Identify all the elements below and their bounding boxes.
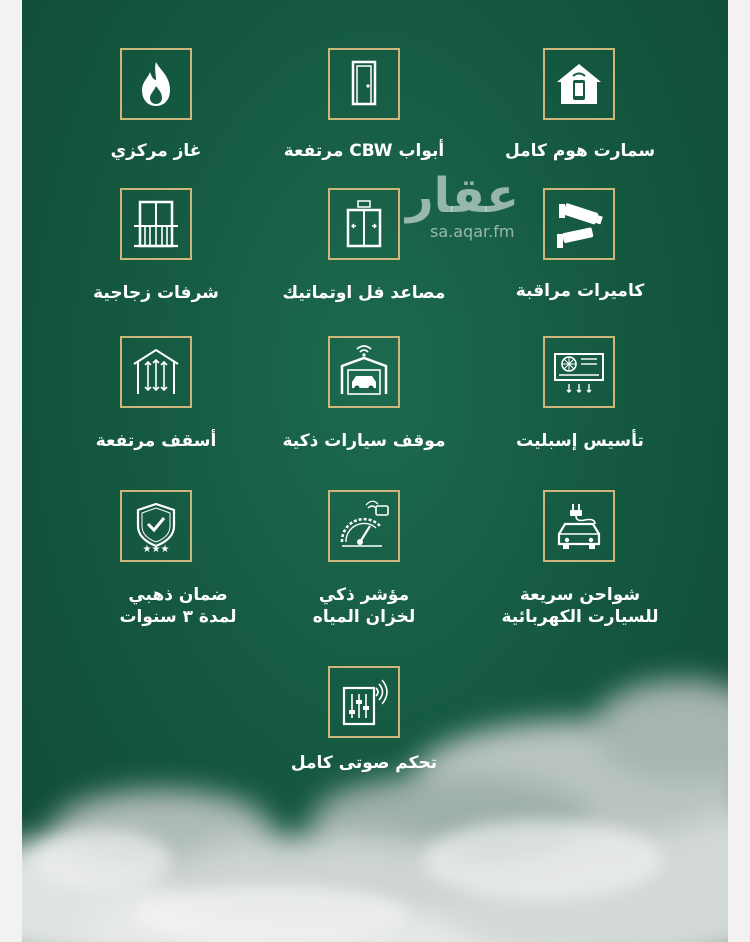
feature-label-warranty: ضمان ذهبي لمدة ٣ سنوات xyxy=(119,585,237,627)
smart-parking-icon xyxy=(336,344,392,400)
feature-label-elevators: مصاعد فل اوتماتيك xyxy=(282,283,446,303)
elevator-icon xyxy=(336,196,392,252)
warranty-shield-icon xyxy=(128,498,184,554)
voice-control-icon xyxy=(336,674,392,730)
feature-label-voice-control: تحكم صوتى كامل xyxy=(290,753,438,773)
feature-label-high-ceilings: أسقف مرتفعة xyxy=(95,431,217,451)
water-gauge-icon xyxy=(336,498,392,554)
feature-label-water-gauge: مؤشر ذكي لخزان المياه xyxy=(312,585,416,627)
security-camera-icon xyxy=(551,196,607,252)
window-balcony-icon-frame xyxy=(120,188,192,260)
flame-icon xyxy=(128,56,184,112)
ev-charger-icon xyxy=(551,498,607,554)
feature-label-cameras: كاميرات مراقبة xyxy=(515,281,645,301)
elevator-icon-frame xyxy=(328,188,400,260)
smart-parking-icon-frame xyxy=(328,336,400,408)
warranty-shield-icon-frame xyxy=(120,490,192,562)
door-icon-frame xyxy=(328,48,400,120)
smart-home-icon xyxy=(551,56,607,112)
svg-text:★★★: ★★★ xyxy=(142,544,170,554)
feature-label-central-gas: غاز مركزي xyxy=(110,141,202,161)
window-balcony-icon xyxy=(128,196,184,252)
feature-label-cbw-doors: أبواب CBW مرتفعة xyxy=(283,141,445,161)
feature-label-ev-chargers: شواحن سريعة للسيارت الكهربائية xyxy=(501,585,659,627)
security-camera-icon-frame xyxy=(543,188,615,260)
smart-home-icon-frame xyxy=(543,48,615,120)
door-icon xyxy=(336,56,392,112)
flame-icon-frame xyxy=(120,48,192,120)
air-conditioner-icon xyxy=(551,344,607,400)
high-ceiling-icon xyxy=(128,344,184,400)
features-poster xyxy=(22,0,728,942)
aqar-url-watermark: sa.aqar.fm xyxy=(430,222,515,241)
ev-charger-icon-frame xyxy=(543,490,615,562)
feature-label-smart-home: سمارت هوم كامل xyxy=(504,141,656,161)
water-gauge-icon-frame xyxy=(328,490,400,562)
feature-label-balconies: شرفات زجاجية xyxy=(93,283,219,303)
feature-label-split-ac: تأسيس إسبليت xyxy=(516,431,644,451)
voice-control-icon-frame xyxy=(328,666,400,738)
air-conditioner-icon-frame xyxy=(543,336,615,408)
aqar-logo-watermark: عقار xyxy=(406,168,519,224)
high-ceiling-icon-frame xyxy=(120,336,192,408)
feature-label-smart-parking: موقف سيارات ذكية xyxy=(282,431,446,451)
